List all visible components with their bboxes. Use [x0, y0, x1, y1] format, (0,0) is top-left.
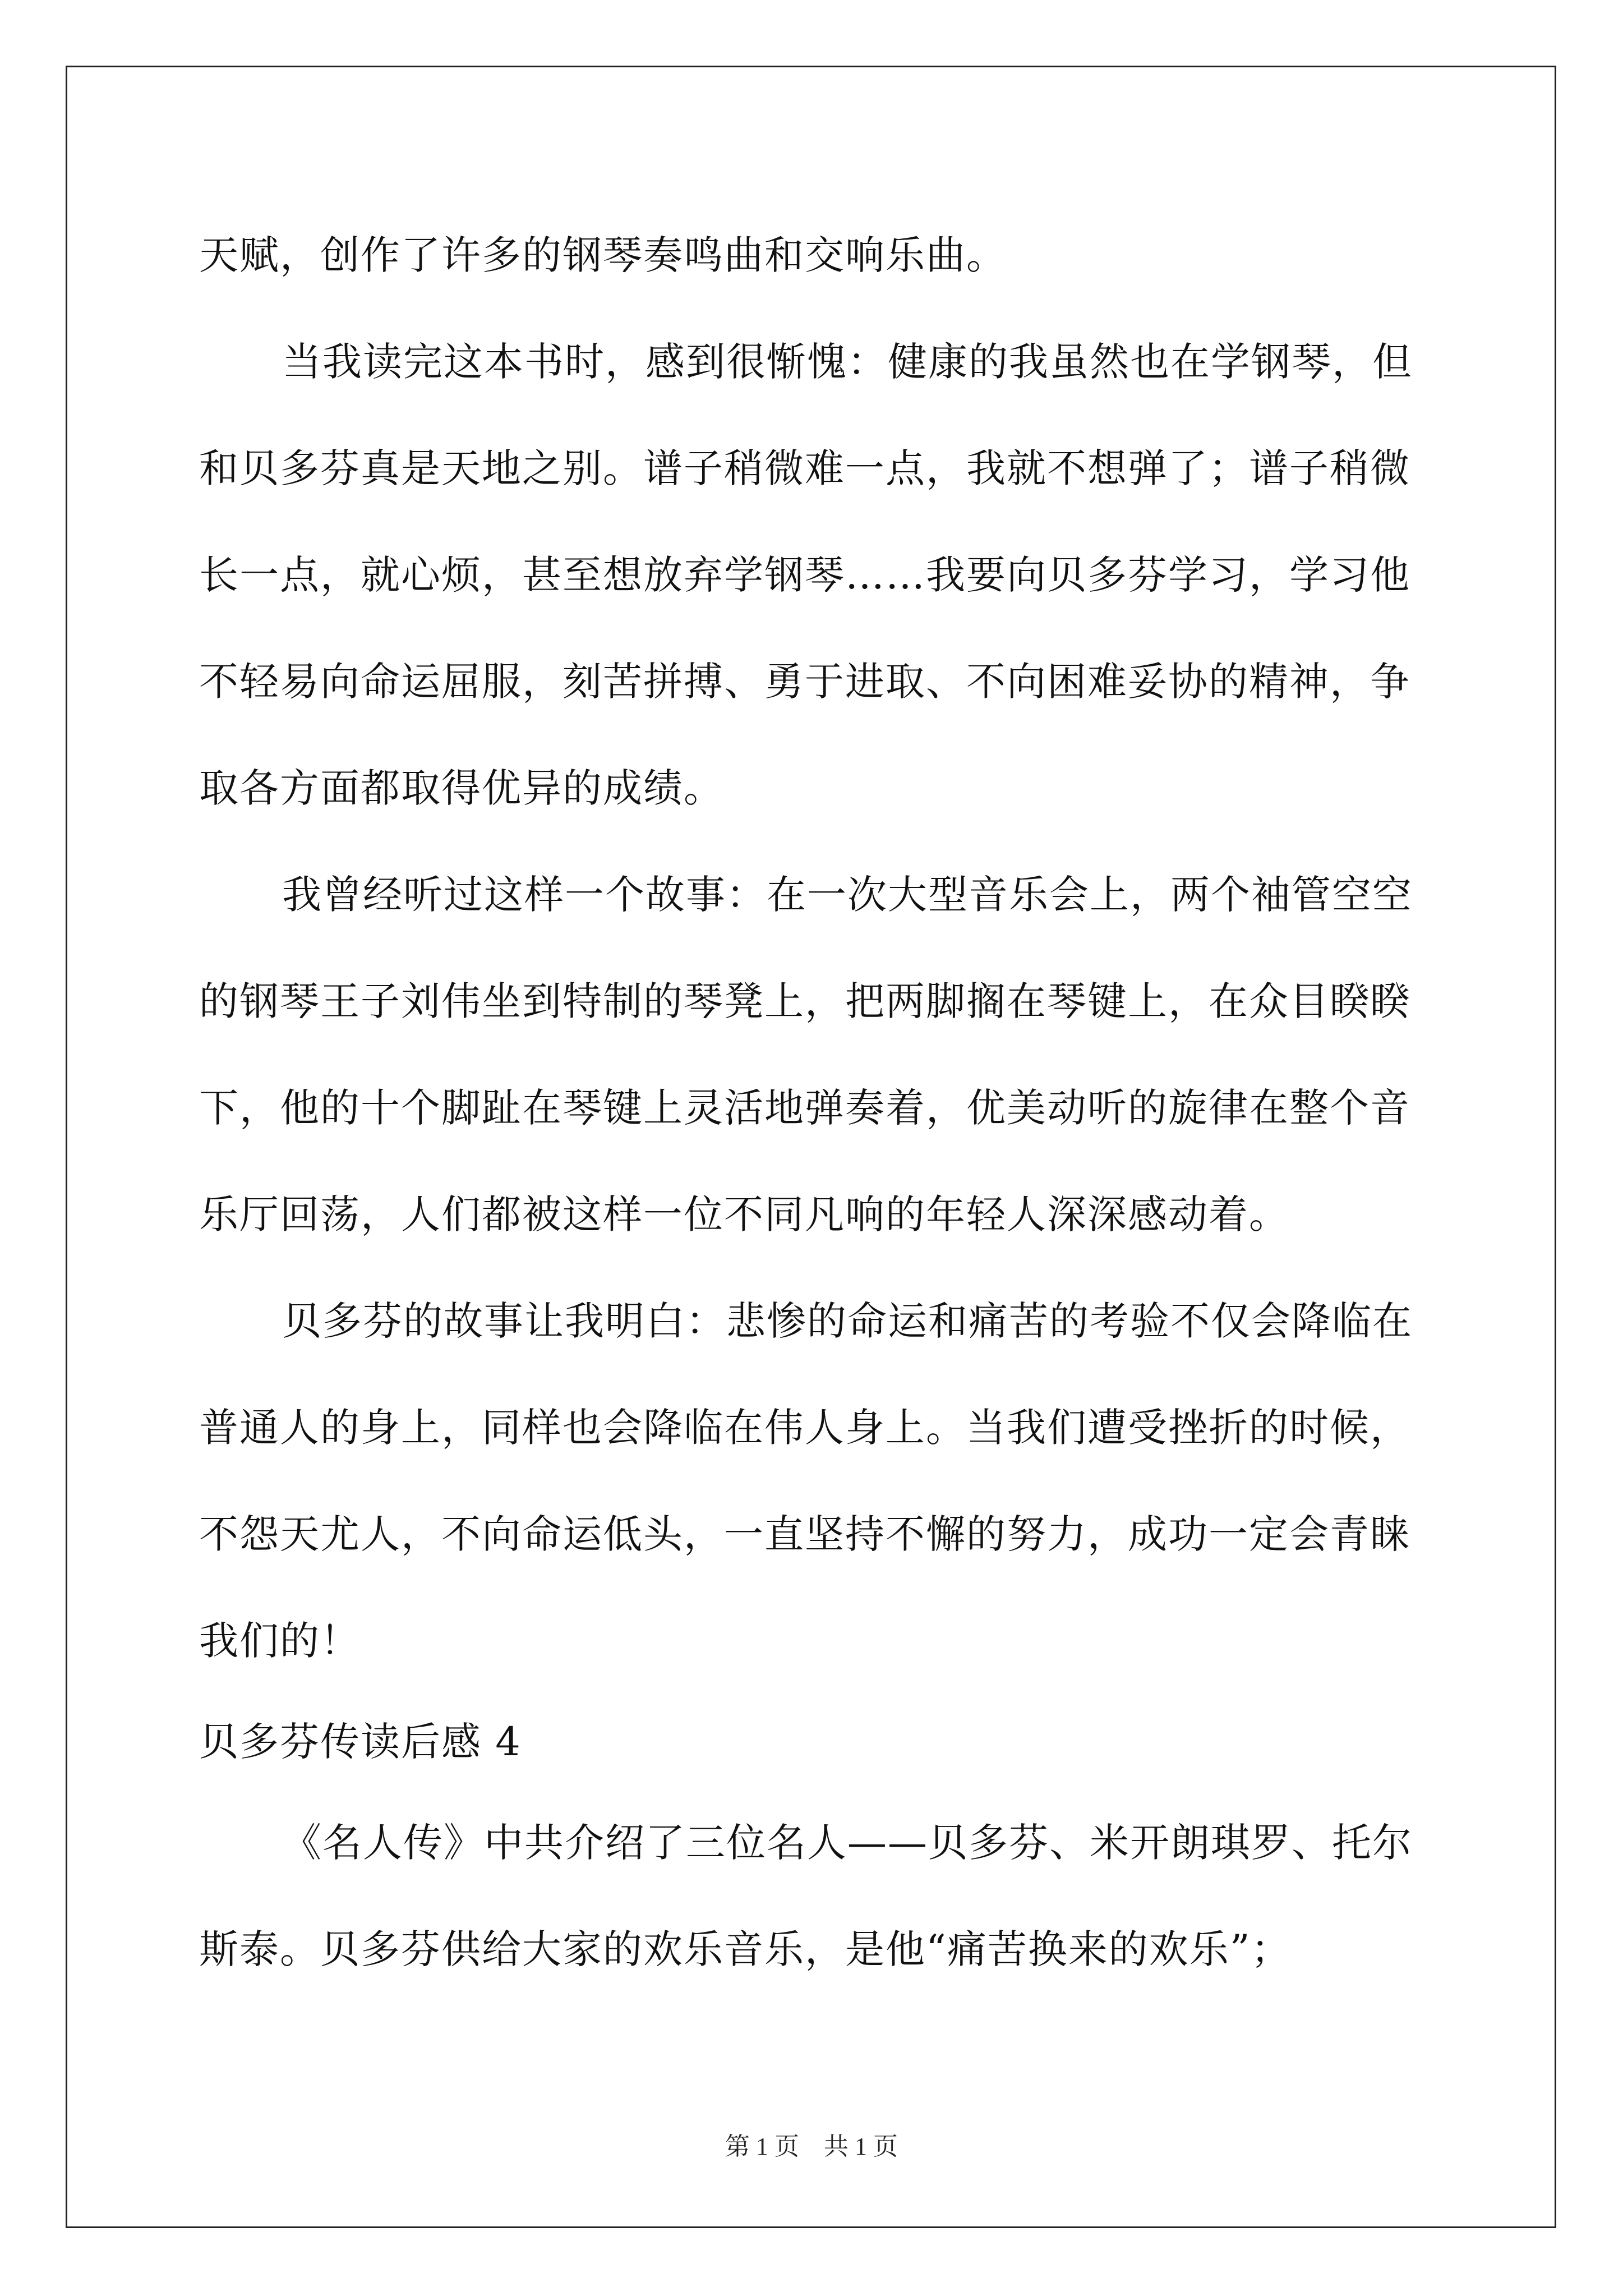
text-line: 的钢琴王子刘伟坐到特制的琴凳上，把两脚搁在琴键上，在众目睽睽 — [199, 978, 1410, 1024]
text-line: 和贝多芬真是天地之别。谱子稍微难一点，我就不想弹了；谱子稍微 — [199, 445, 1410, 491]
text-line: 不轻易向命运屈服，刻苦拼搏、勇于进取、不向困难妥协的精神，争 — [199, 659, 1410, 705]
text-line: 斯泰。贝多芬供给大家的欢乐音乐，是他“痛苦换来的欢乐”； — [199, 1926, 1292, 1972]
text-line: 普通人的身上，同样也会降临在伟人身上。当我们遭受挫折的时候， — [199, 1405, 1410, 1451]
page-number-footer: 第 1 页 共 1 页 — [725, 2133, 898, 2160]
text-line: 长一点，就心烦，甚至想放弃学钢琴……我要向贝多芬学习，学习他 — [199, 552, 1410, 598]
text-line: 我们的！ — [199, 1618, 361, 1664]
text-line: 《名人传》中共介绍了三位名人——贝多芬、米开朗琪罗、托尔 — [282, 1820, 1413, 1866]
text-line: 天赋，创作了许多的钢琴奏鸣曲和交响乐曲。 — [199, 232, 1007, 278]
document-body — [199, 202, 1433, 2003]
text-line: 当我读完这本书时，感到很惭愧：健康的我虽然也在学钢琴，但 — [282, 339, 1413, 385]
text-line: 取各方面都取得优异的成绩。 — [199, 765, 724, 811]
section-heading: 贝多芬传读后感 4 — [199, 1719, 522, 1765]
text-line: 不怨天尤人，不向命运低头，一直坚持不懈的努力，成功一定会青睐 — [199, 1511, 1410, 1557]
text-line: 贝多芬的故事让我明白：悲惨的命运和痛苦的考验不仅会降临在 — [282, 1298, 1413, 1344]
text-line: 我曾经听过这样一个故事：在一次大型音乐会上，两个袖管空空 — [282, 872, 1413, 918]
text-line: 乐厅回荡，人们都被这样一位不同凡响的年轻人深深感动着。 — [199, 1191, 1289, 1237]
text-line: 下，他的十个脚趾在琴键上灵活地弹奏着，优美动听的旋律在整个音 — [199, 1085, 1410, 1131]
